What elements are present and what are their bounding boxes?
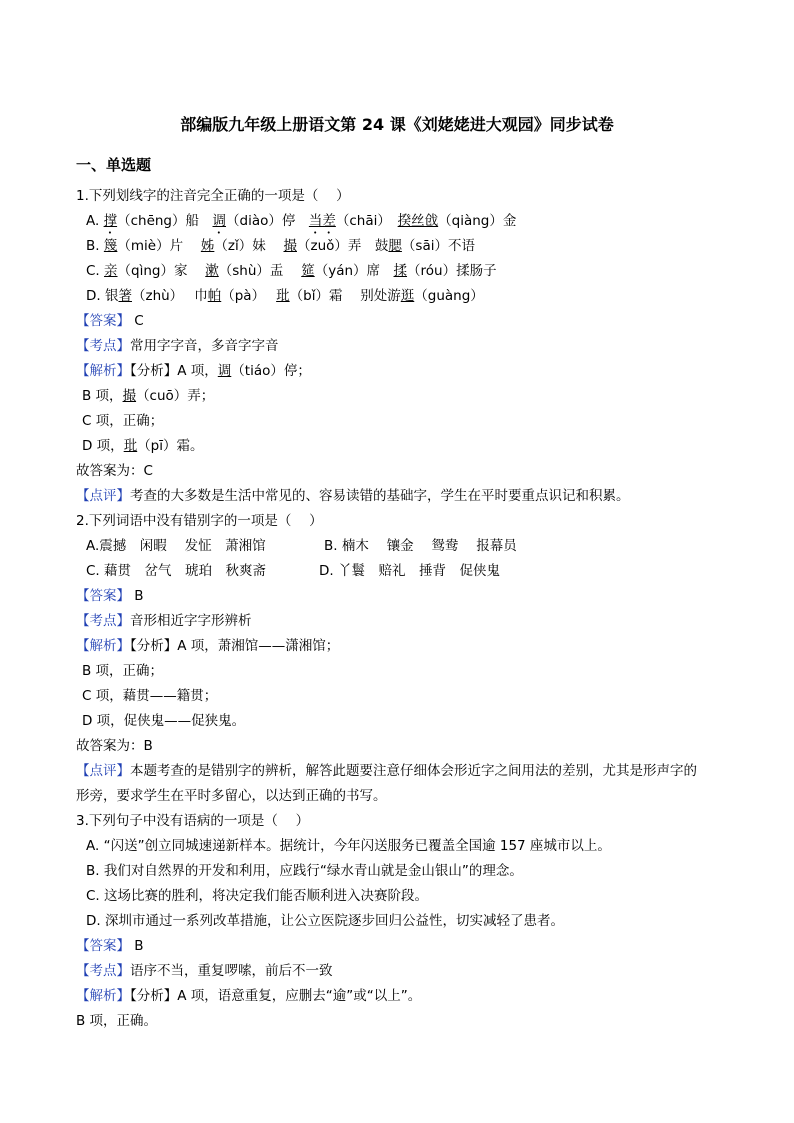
q1-analysis-c: C 项，正确；	[82, 413, 164, 429]
q3-option-c: C. 这场比赛的胜利，将决定我们能否顺利进入决赛阶段。	[86, 888, 429, 904]
q2-option-a: A.震撼 闲暇 发怔 萧湘馆	[86, 538, 266, 554]
q2-comment-cont: 形旁，要求学生在平时多留心，以达到正确的书写。	[76, 788, 387, 804]
q1-point: 【考点】常用字字音，多音字字音	[76, 338, 279, 354]
q3-option-b: B. 我们对自然界的开发和利用，应践行“绿水青山就是金山银山”的理念。	[86, 863, 523, 879]
q1-answer: 【答案】 C	[76, 313, 144, 329]
q2-analysis-d: D 项，促侠鬼——促狭鬼。	[82, 713, 246, 729]
q1-comment: 【点评】考查的大多数是生活中常见的、容易读错的基础字，学生在平时要重点识记和积累。	[76, 488, 630, 504]
q1-option-b: B. 篾（miè）片 姊（zǐ）妹 撮（zuǒ）弄 鼓腮（sāi）不语	[86, 238, 475, 254]
q3-analysis-b: B 项，正确。	[76, 1013, 158, 1029]
q2-answer: 【答案】 B	[76, 588, 144, 604]
q1-analysis: 【解析】【分析】A 项，调（tiáo）停；	[76, 363, 311, 379]
q2-option-b: B. 楠木 镶金 鸳鸯 报幕员	[324, 538, 517, 554]
q3-analysis: 【解析】【分析】A 项，语意重复，应删去“逾”或“以上”。	[76, 988, 422, 1004]
q1-conclusion: 故答案为：C	[76, 463, 153, 479]
q3-stem: 3.下列句子中没有语病的一项是（ ）	[76, 813, 310, 829]
q2-stem: 2.下列词语中没有错别字的一项是（ ）	[76, 513, 323, 529]
q2-option-d: D. 丫鬟 赔礼 捶背 促侠鬼	[319, 563, 500, 579]
q3-option-a: A. “闪送”创立同城速递新样本。据统计，今年闪送服务已覆盖全国逾 157 座城市以上。	[86, 838, 611, 854]
q1-option-c: C. 亲（qìng）家 漱（shù）盂 筵（yán）席 揉（róu）揉肠子	[86, 263, 497, 279]
q2-point: 【考点】音形相近字字形辨析	[76, 613, 252, 629]
q1-analysis-b: B 项，撮（cuō）弄；	[82, 388, 215, 404]
q1-option-a: A. 撑（chēng）船 调（diào）停 当差（chāi） 揆丝戗（qiàng）金	[86, 213, 517, 229]
q3-point: 【考点】语序不当，重复啰嗦，前后不一致	[76, 963, 333, 979]
q2-analysis-c: C 项，藉贯——籍贯；	[82, 688, 218, 704]
section-heading: 一、单选题	[76, 156, 152, 174]
q1-analysis-d: D 项，玭（pī）霜。	[82, 438, 204, 454]
q3-option-d: D. 深圳市通过一系列改革措施，让公立医院逐步回归公益性，切实减轻了患者。	[86, 913, 564, 929]
q3-answer: 【答案】 B	[76, 938, 144, 954]
page-title: 部编版九年级上册语文第 24 课《刘姥姥进大观园》同步试卷	[180, 115, 614, 134]
q2-comment: 【点评】本题考查的是错别字的辨析，解答此题要注意仔细体会形近字之间用法的差别，尤其是形声字的	[76, 763, 697, 779]
q1-stem: 1.下列划线字的注音完全正确的一项是（ ）	[76, 188, 350, 204]
q2-analysis-b: B 项，正确；	[82, 663, 164, 679]
q2-option-c: C. 藉贯 岔气 琥珀 秋爽斋	[86, 563, 267, 579]
q2-conclusion: 故答案为：B	[76, 738, 153, 754]
q1-option-d: D. 银箸（zhù） 巾帕（pà） 玭（bǐ）霜 别处游逛（guàng）	[86, 288, 484, 304]
q2-analysis: 【解析】【分析】A 项，萧湘馆——潇湘馆；	[76, 638, 340, 654]
